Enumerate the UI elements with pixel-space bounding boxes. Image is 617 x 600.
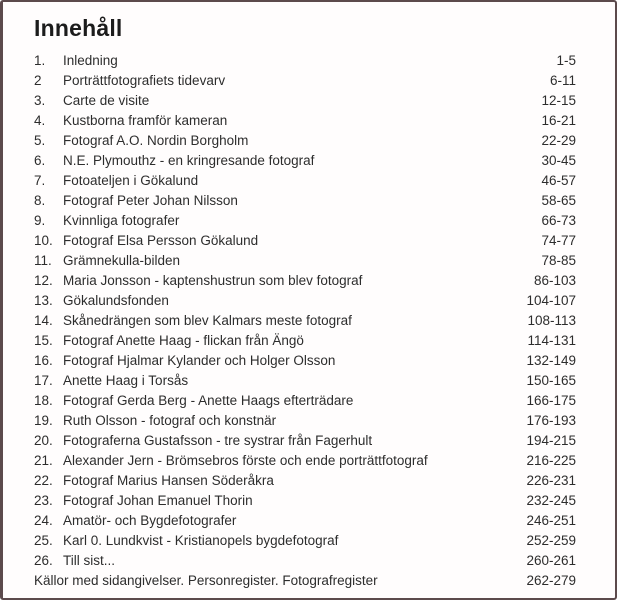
toc-entry-label: Fotograf Hjalmar Kylander och Holger Olsson [63,353,336,368]
toc-entry-number: 15. [34,333,53,348]
toc-list [34,51,576,571]
toc-entry-pages: 66-73 [541,213,576,228]
toc-entry-label: Till sist... [63,553,115,568]
toc-entry-row [34,491,576,511]
toc-entry-row [34,311,576,331]
toc-entry-label: Inledning [63,53,118,68]
toc-entry-row [34,51,576,71]
toc-entry-pages: 176-193 [526,413,576,428]
toc-entry-row [34,71,576,91]
toc-entry-number: 5. [34,133,46,148]
toc-entry-label: Grämnekulla-bilden [63,253,181,268]
toc-entry-row [34,271,576,291]
toc-entry-row [34,431,576,451]
toc-entry-pages: 46-57 [541,173,576,188]
toc-footer-label: Källor med sidangivelser. Personregister. Fotografregister [34,573,378,588]
toc-entry-label: Maria Jonsson - kaptenshustrun som blev fotograf [63,273,363,288]
toc-entry-number: 16. [34,353,53,368]
toc-entry-number: 12. [34,273,53,288]
toc-entry-number: 26. [34,553,53,568]
toc-entry-number: 1. [34,53,46,68]
toc-entry-label: Fotograf Peter Johan Nilsson [63,193,238,208]
toc-entry-label: Fotograf Marius Hansen Söderåkra [63,473,274,488]
toc-entry-pages: 74-77 [541,233,576,248]
toc-entry-number: 22. [34,473,53,488]
toc-entry-label: Fotoateljen i Gökalund [63,173,199,188]
toc-entry-pages: 260-261 [526,553,576,568]
toc-entry-label: Kvinnliga fotografer [63,213,180,228]
toc-entry-label: Skånedrängen som blev Kalmars meste fotograf [63,313,352,328]
toc-entry-label: Porträttfotografiets tidevarv [63,73,226,88]
toc-entry-label: Fotograf Gerda Berg - Anette Haags efterträdare [63,393,354,408]
toc-entry-number: 21. [34,453,53,468]
toc-entry-pages: 12-15 [541,93,576,108]
toc-entry-row [34,171,576,191]
toc-entry-row [34,231,576,251]
toc-entry-number: 6. [34,153,46,168]
toc-entry-row [34,471,576,491]
toc-entry-number: 24. [34,513,53,528]
toc-entry-pages: 132-149 [526,353,576,368]
toc-entry-number: 14. [34,313,53,328]
toc-entry-pages: 30-45 [541,153,576,168]
toc-entry-number: 13. [34,293,53,308]
toc-entry-number: 4. [34,113,46,128]
toc-entry-row [34,151,576,171]
toc-entry-row [34,351,576,371]
toc-entry-number: 2 [34,73,42,88]
toc-entry-label: Ruth Olsson - fotograf och konstnär [63,413,277,428]
toc-footer-row [34,571,576,591]
toc-entry-number: 19. [34,413,53,428]
page-title: Innehåll [34,15,123,41]
toc-entry-number: 20. [34,433,53,448]
toc-entry-pages: 194-215 [526,433,576,448]
toc-entry-row [34,111,576,131]
toc-entry-number: 9. [34,213,46,228]
toc-entry-label: Carte de visite [63,93,150,108]
toc-entry-pages: 22-29 [541,133,576,148]
toc-entry-label: Alexander Jern - Brömsebros förste och ende porträttfotograf [63,453,428,468]
toc-entry-label: Fotograferna Gustafsson - tre systrar från Fagerhult [63,433,373,448]
toc-entry-row [34,551,576,571]
toc-entry-pages: 6-11 [549,73,576,88]
toc-entry-row [34,211,576,231]
toc-entry-number: 8. [34,193,46,208]
toc-entry-row [34,191,576,211]
toc-entry-pages: 58-65 [541,193,576,208]
toc-entry-pages: 108-113 [527,313,576,328]
toc-entry-label: Amatör- och Bygdefotografer [63,513,237,528]
toc-entry-pages: 150-165 [526,373,576,388]
toc-entry-pages: 1-5 [556,53,576,68]
toc-entry-row [34,291,576,311]
toc-entry-label: Fotograf A.O. Nordin Borgholm [63,133,249,148]
toc-entry-row [34,511,576,531]
toc-entry-pages: 216-225 [526,453,576,468]
toc-entry-row [34,91,576,111]
toc-entry-row [34,451,576,471]
toc-entry-number: 7. [34,173,46,188]
toc-entry-label: Karl 0. Lundkvist - Kristianopels bygdefotograf [63,533,339,548]
toc-entry-pages: 114-131 [527,333,576,348]
toc-entry-row [34,411,576,431]
toc-entry-label: Fotograf Johan Emanuel Thorin [63,493,253,508]
toc-entry-number: 10. [34,233,53,248]
toc-entry-pages: 78-85 [541,253,576,268]
toc-footer-pages: 262-279 [526,573,576,588]
toc-entry-label: Gökalundsfonden [63,293,169,308]
toc-entry-number: 3. [34,93,46,108]
toc-entry-label: Kustborna framför kameran [63,113,228,128]
toc-entry-pages: 246-251 [526,513,576,528]
toc-entry-row [34,371,576,391]
toc-entry-pages: 252-259 [526,533,576,548]
toc-entry-label: N.E. Plymouthz - en kringresande fotograf [63,153,315,168]
toc-entry-number: 17. [34,373,53,388]
toc-entry-pages: 86-103 [533,273,576,288]
toc-entry-row [34,251,576,271]
toc-entry-pages: 166-175 [526,393,576,408]
toc-entry-number: 18. [34,393,53,408]
toc-entry-number: 25. [34,533,53,548]
toc-entry-label: Fotograf Anette Haag - flickan från Ängö [63,333,304,348]
toc-entry-row [34,131,576,151]
toc-entry-label: Anette Haag i Torsås [63,373,189,388]
toc-entry-row [34,331,576,351]
toc-entry-pages: 226-231 [526,473,576,488]
toc-entry-label: Fotograf Elsa Persson Gökalund [63,233,259,248]
toc-entry-pages: 16-21 [541,113,576,128]
toc-entry-row [34,531,576,551]
toc-entry-number: 23. [34,493,53,508]
toc-entry-pages: 104-107 [526,293,576,308]
toc-entry-pages: 232-245 [526,493,576,508]
toc-entry-row [34,391,576,411]
toc-entry-number: 11. [34,253,52,268]
